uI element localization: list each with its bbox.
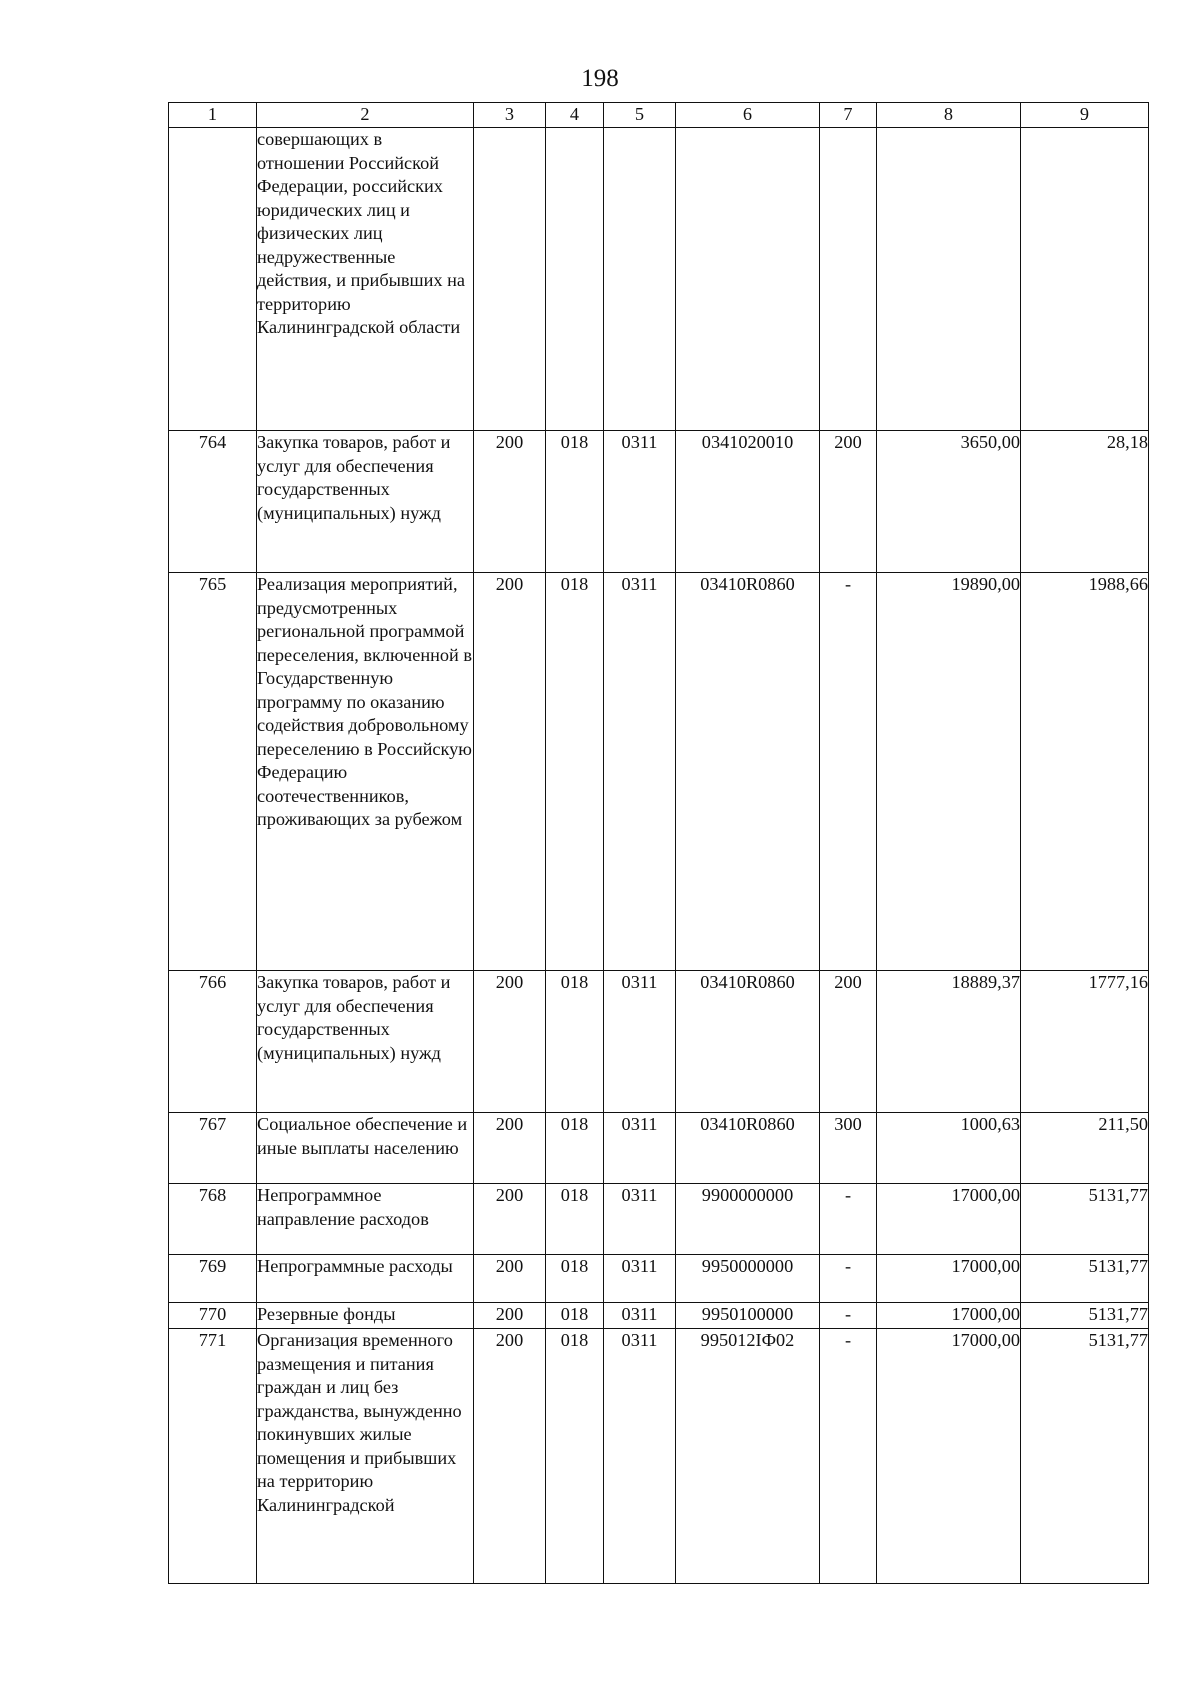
row-description: Закупка товаров, работ и услуг для обеспечения государственных (муниципальных) нужд (257, 431, 474, 573)
row-col-4: 018 (546, 971, 604, 1113)
table-row (169, 971, 1149, 1113)
table-row (169, 1255, 1149, 1303)
row-col-5: 0311 (604, 1255, 676, 1303)
row-col-3: 200 (474, 1303, 546, 1329)
row-col-9: 5131,77 (1021, 1329, 1149, 1584)
row-col-3: 200 (474, 971, 546, 1113)
row-col-4: 018 (546, 1184, 604, 1255)
row-number: 767 (169, 1113, 257, 1184)
row-col-5: 0311 (604, 971, 676, 1113)
row-col-6: 9950000000 (676, 1255, 820, 1303)
row-col-7 (820, 128, 877, 431)
table-row (169, 573, 1149, 971)
row-col-3: 200 (474, 1255, 546, 1303)
row-description: Реализация мероприятий, предусмотренных региональной программой переселения, включенной в Государственную программу по оказанию содействия добровольному переселению в Российскую Федерацию соотечественников, проживающих за рубежом (257, 573, 474, 971)
row-description: Непрограммные расходы (257, 1255, 474, 1303)
header-col-2: 2 (257, 103, 474, 128)
row-col-3: 200 (474, 1329, 546, 1584)
row-col-5: 0311 (604, 1329, 676, 1584)
row-col-9: 5131,77 (1021, 1255, 1149, 1303)
row-col-4: 018 (546, 1303, 604, 1329)
header-col-6: 6 (676, 103, 820, 128)
row-number: 766 (169, 971, 257, 1113)
row-number: 768 (169, 1184, 257, 1255)
row-col-3: 200 (474, 1113, 546, 1184)
row-col-9: 1777,16 (1021, 971, 1149, 1113)
row-col-8 (877, 128, 1021, 431)
row-col-7: 300 (820, 1113, 877, 1184)
row-col-7: 200 (820, 971, 877, 1113)
row-col-6: 03410R0860 (676, 1113, 820, 1184)
row-col-4: 018 (546, 1113, 604, 1184)
row-col-4: 018 (546, 573, 604, 971)
budget-table (168, 102, 1149, 1584)
row-col-4: 018 (546, 1329, 604, 1584)
header-col-7: 7 (820, 103, 877, 128)
row-col-9: 5131,77 (1021, 1303, 1149, 1329)
row-col-7: - (820, 1255, 877, 1303)
row-description: совершающих в отношении Российской Федерации, российских юридических лиц и физических лиц недружественные действия, и прибывших на территорию Калининградской области (257, 128, 474, 431)
row-col-3: 200 (474, 1184, 546, 1255)
table-row (169, 1303, 1149, 1329)
row-col-6 (676, 128, 820, 431)
table-row (169, 431, 1149, 573)
table-row (169, 1184, 1149, 1255)
row-col-6: 03410R0860 (676, 573, 820, 971)
row-col-8: 17000,00 (877, 1184, 1021, 1255)
table-row (169, 1113, 1149, 1184)
row-col-4: 018 (546, 1255, 604, 1303)
row-col-7: - (820, 1303, 877, 1329)
header-col-4: 4 (546, 103, 604, 128)
row-col-4 (546, 128, 604, 431)
row-col-8: 17000,00 (877, 1255, 1021, 1303)
header-col-3: 3 (474, 103, 546, 128)
row-description: Резервные фонды (257, 1303, 474, 1329)
header-col-9: 9 (1021, 103, 1149, 128)
row-col-8: 18889,37 (877, 971, 1021, 1113)
row-number: 764 (169, 431, 257, 573)
row-number: 769 (169, 1255, 257, 1303)
row-col-3: 200 (474, 431, 546, 573)
row-col-6: 995012IФ02 (676, 1329, 820, 1584)
row-col-5: 0311 (604, 1184, 676, 1255)
row-number: 770 (169, 1303, 257, 1329)
row-number: 771 (169, 1329, 257, 1584)
row-col-9: 28,18 (1021, 431, 1149, 573)
row-col-9: 211,50 (1021, 1113, 1149, 1184)
row-col-7: 200 (820, 431, 877, 573)
row-col-8: 17000,00 (877, 1303, 1021, 1329)
row-col-5: 0311 (604, 1303, 676, 1329)
row-number: 765 (169, 573, 257, 971)
row-col-5: 0311 (604, 1113, 676, 1184)
row-col-3: 200 (474, 573, 546, 971)
row-description: Непрограммное направление расходов (257, 1184, 474, 1255)
row-col-8: 19890,00 (877, 573, 1021, 971)
row-col-5: 0311 (604, 573, 676, 971)
row-col-8: 1000,63 (877, 1113, 1021, 1184)
table-row (169, 1329, 1149, 1584)
row-col-3 (474, 128, 546, 431)
row-col-6: 0341020010 (676, 431, 820, 573)
row-col-4: 018 (546, 431, 604, 573)
header-col-5: 5 (604, 103, 676, 128)
table-header-row (169, 103, 1149, 128)
row-col-6: 03410R0860 (676, 971, 820, 1113)
row-col-8: 3650,00 (877, 431, 1021, 573)
row-col-9 (1021, 128, 1149, 431)
row-col-5 (604, 128, 676, 431)
row-col-5: 0311 (604, 431, 676, 573)
header-col-1: 1 (169, 103, 257, 128)
row-col-6: 9950100000 (676, 1303, 820, 1329)
page-number: 198 (581, 65, 619, 92)
row-col-6: 9900000000 (676, 1184, 820, 1255)
header-col-8: 8 (877, 103, 1021, 128)
table-row (169, 128, 1149, 431)
row-col-7: - (820, 1184, 877, 1255)
row-col-9: 1988,66 (1021, 573, 1149, 971)
row-number (169, 128, 257, 431)
row-description: Закупка товаров, работ и услуг для обеспечения государственных (муниципальных) нужд (257, 971, 474, 1113)
row-description: Организация временного размещения и питания граждан и лиц без гражданства, вынужденно покинувших жилые помещения и прибывших на территорию Калининградской (257, 1329, 474, 1584)
row-col-7: - (820, 573, 877, 971)
row-col-7: - (820, 1329, 877, 1584)
row-col-8: 17000,00 (877, 1329, 1021, 1584)
row-description: Социальное обеспечение и иные выплаты населению (257, 1113, 474, 1184)
row-col-9: 5131,77 (1021, 1184, 1149, 1255)
